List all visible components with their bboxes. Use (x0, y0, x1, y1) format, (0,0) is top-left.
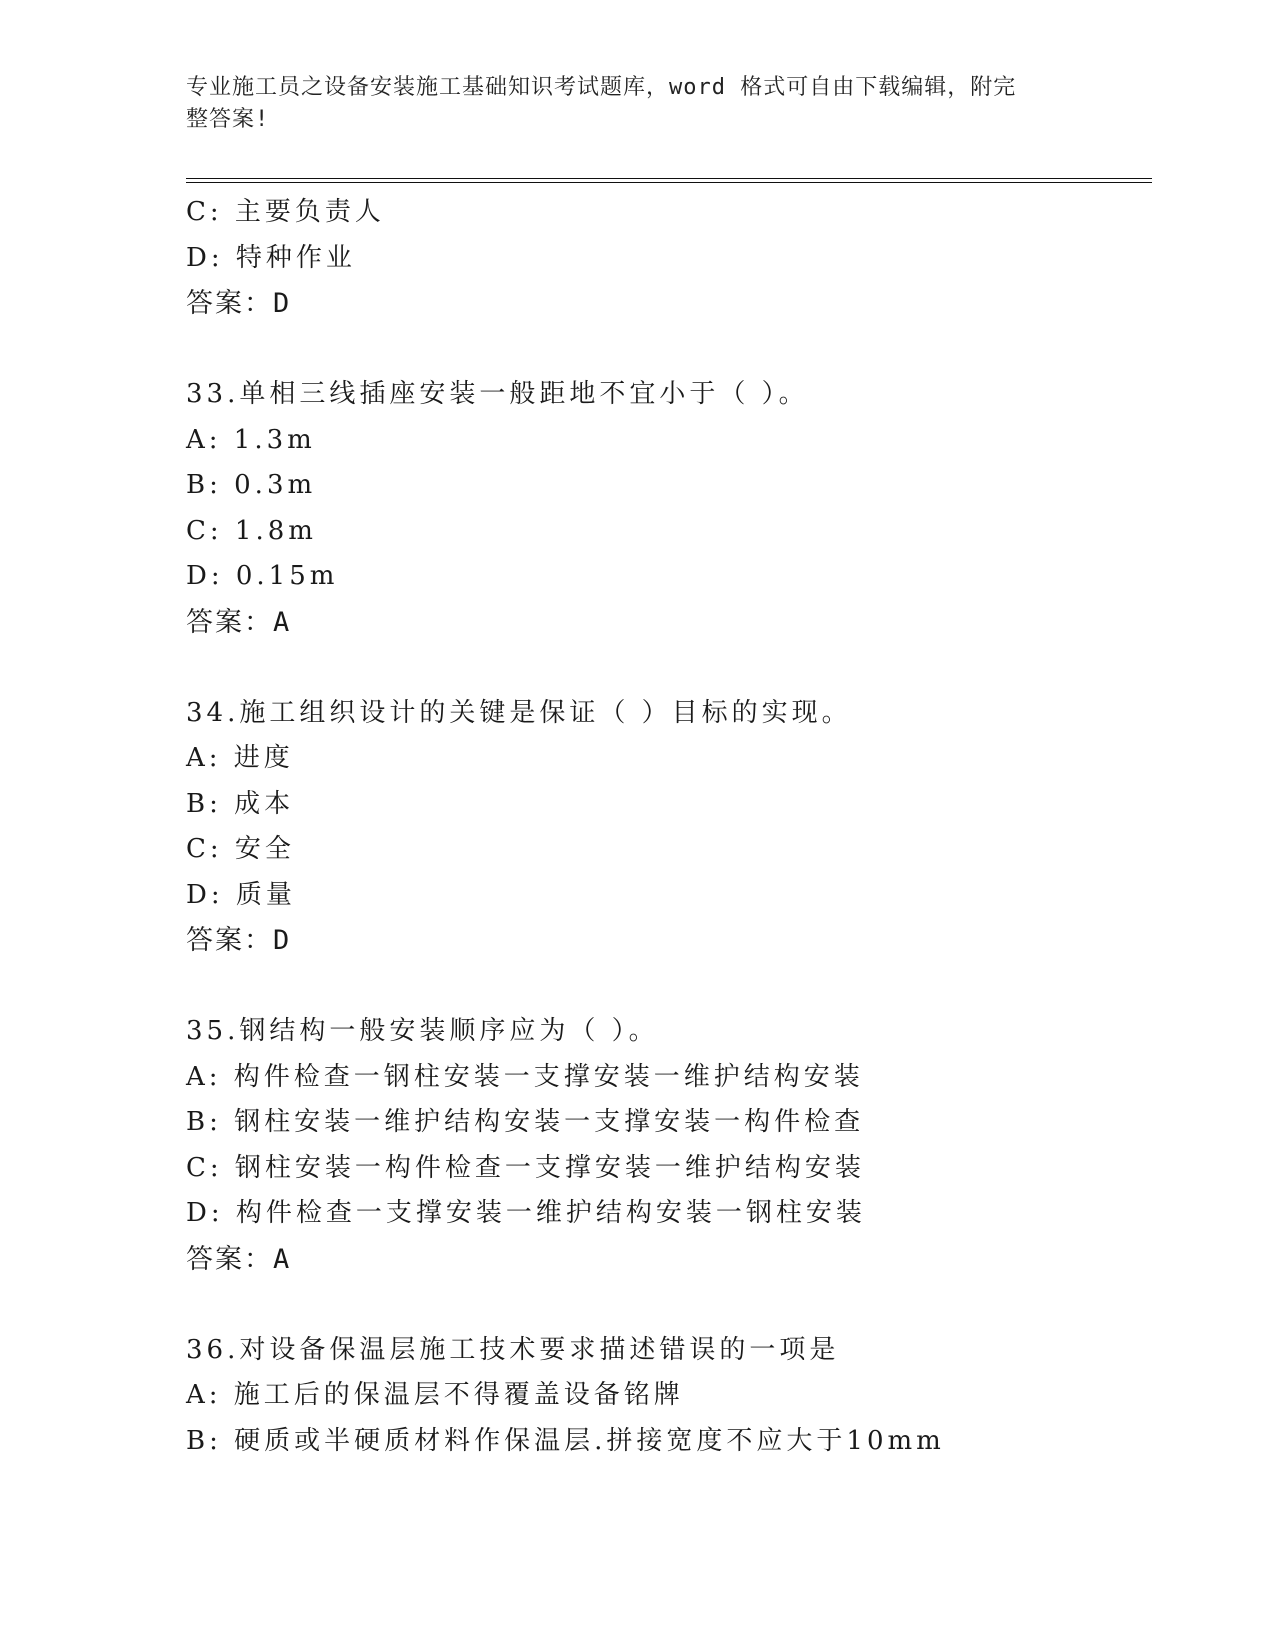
document-header (186, 72, 1066, 136)
answer-label: 答案：A (186, 1243, 292, 1275)
option-a: A: 施工后的保温层不得覆盖设备铭牌 (186, 1380, 684, 1410)
spacer (186, 964, 1152, 1010)
spacer (186, 1282, 1152, 1328)
option-b: B: 硬质或半硬质材料作保温层.拼接宽度不应大于10mm (186, 1425, 945, 1456)
option-d: D: 特种作业 (186, 242, 356, 273)
header-divider-bottom (186, 182, 1152, 183)
option-a: A: 构件检查一钢柱安装一支撑安装一维护结构安装 (186, 1061, 864, 1092)
answer-label: 答案：A (186, 606, 292, 638)
spacer (186, 327, 1152, 373)
option-c: C: 主要负责人 (186, 197, 385, 227)
option-d: D: 构件检查一支撑安装一维护结构安装一钢柱安装 (186, 1198, 866, 1228)
question-text: 34.施工组织设计的关键是保证（ ）目标的实现。 (186, 697, 852, 728)
spacer (186, 645, 1152, 691)
answer-label: 答案：D (186, 288, 292, 319)
header-title-line-1: 专业施工员之设备安装施工基础知识考试题库，word 格式可自由下载编辑，附完 (186, 75, 1017, 100)
option-b: B: 0.3m (186, 470, 317, 500)
option-b: B: 钢柱安装一维护结构安装一支撑安装一构件检查 (186, 1107, 865, 1137)
question-text: 35.钢结构一般安装顺序应为（ ）。 (186, 1016, 659, 1046)
option-c: C: 钢柱安装一构件检查一支撑安装一维护结构安装 (186, 1152, 865, 1183)
option-b: B: 成本 (186, 788, 295, 819)
question-text: 33.单相三线插座安装一般距地不宜小于（ ）。 (186, 379, 809, 409)
header-title-line-2: 整答案! (186, 107, 270, 132)
option-c: C: 安全 (186, 834, 295, 864)
option-a: A: 1.3m (186, 424, 316, 455)
header-divider-top (186, 178, 1152, 179)
answer-label: 答案：D (186, 925, 292, 956)
option-a: A: 进度 (186, 743, 294, 773)
option-d: D: 0.15m (186, 561, 339, 591)
question-list (186, 190, 1152, 1464)
option-c: C: 1.8m (186, 515, 317, 546)
question-text: 36.对设备保温层施工技术要求描述错误的一项是 (186, 1334, 840, 1365)
option-d: D: 质量 (186, 879, 296, 910)
